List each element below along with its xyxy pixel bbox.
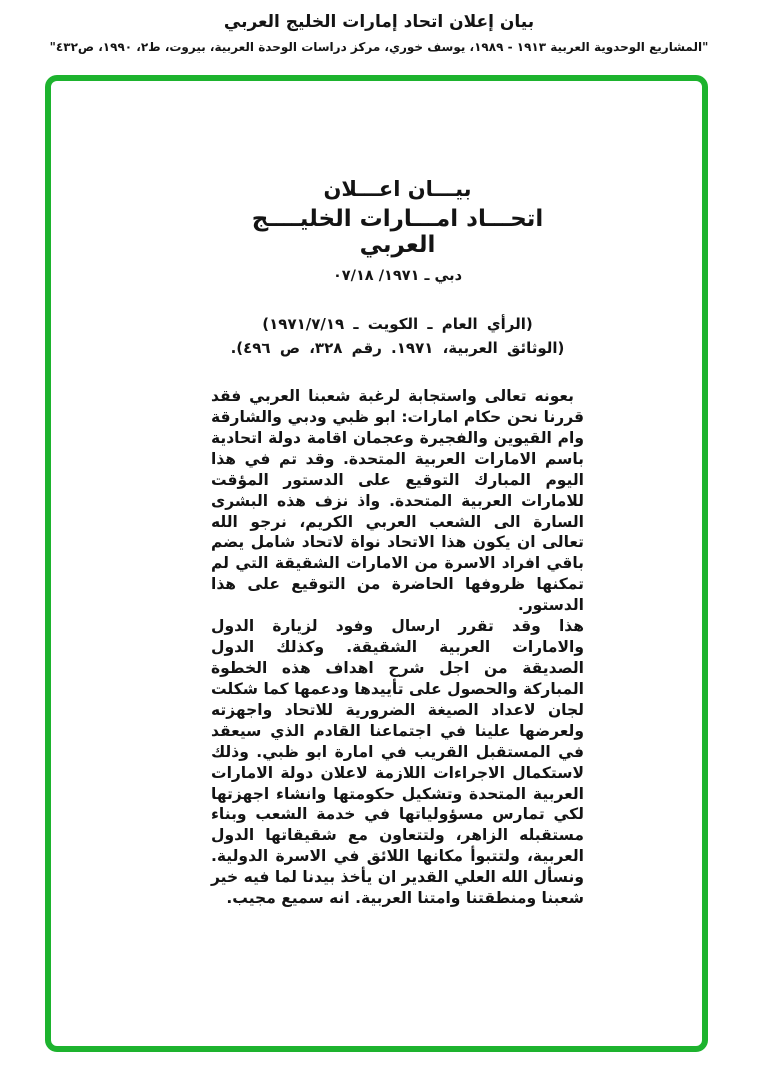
paragraph-1: بعونه تعالى واستجابة لرغبة شعبنا العربي فقد قررنا نحن حكام امارات: ابو ظبي ودبي والشارقة وام القيوين والفجيرة وعجمان اقامة دولة اتحادية باسم الامارات العربية المتحدة. وقد تم في هذا اليوم المبارك التوقيع على الدستور المؤقت للامارات العربية المتحدة. واذ نزف هذه البشرى السارة الى الشعب العربي الكريم، نرجو الله تعالى ان يكون هذا الاتحاد نواة لاتحاد شامل يضم باقي افراد الاسرة من الامارات الشقيقة التي لم تمكنها ظروفها الحاضرة من التوقيع على هذا الدستور. bbox=[211, 387, 584, 615]
document-heading-line1: بيـــان اعـــلان bbox=[323, 177, 472, 201]
source-citation-line: "المشاريع الوحدوية العربية ١٩١٣ - ١٩٨٩، يوسف خوري، مركز دراسات الوحدة العربية، بيروت، ط٢، ١٩٩٠، ص٤٣٢" bbox=[49, 40, 709, 54]
citation-line-2: (الوثائق العربية، ١٩٧١. رقم ٣٢٨، ص ٤٩٦). bbox=[230, 339, 565, 357]
green-document-frame bbox=[45, 75, 708, 1052]
body-paragraphs bbox=[211, 386, 584, 909]
document-body bbox=[51, 81, 702, 909]
page-title: بيان إعلان اتحاد إمارات الخليج العربي bbox=[223, 12, 535, 32]
citation-line-1: (الرأي العام ـ الكويت ـ ١٩٧١/٧/١٩) bbox=[262, 315, 533, 333]
dateline-place: دبي ـ bbox=[419, 268, 463, 284]
page-header bbox=[0, 0, 758, 54]
dateline-date: ١٩٧١/ ٠٧/١٨ bbox=[332, 268, 420, 284]
document-heading-line2: اتحـــاد امـــارات الخليــــج العربي bbox=[251, 206, 544, 258]
citation-block bbox=[211, 312, 584, 360]
document-dateline bbox=[211, 268, 584, 284]
paragraph-2: هذا وقد تقرر ارسال وفود لزيارة الدول والامارات العربية الشقيقة. وكذلك الدول الصديقة من اجل شرح اهداف هذه الخطوة المباركة والحصول على تأييدها ودعمها كما شكلت لجان لاعداد الصيغة الضرورية للاتحاد واجهزته ولعرضها علينا في اجتماعنا القادم الذي سيعقد في المستقبل القريب في امارة ابو ظبي. وذلك لاستكمال الاجراءات اللازمة لاعلان دولة الامارات العربية المتحدة وتشكيل حكومتها وانشاء اجهزتها لكي تمارس مسؤولياتها في خدمة الشعب وبناء مستقبله الزاهر، ولتتعاون مع شقيقاتها الدول العربية، ولتتبوأ مكانها اللائق في الاسرة الدولية. ونسأل الله العلي القدير ان يأخذ بيدنا لما فيه خير شعبنا ومنطقتنا وامتنا العربية. انه سميع مجيب. bbox=[211, 617, 584, 908]
